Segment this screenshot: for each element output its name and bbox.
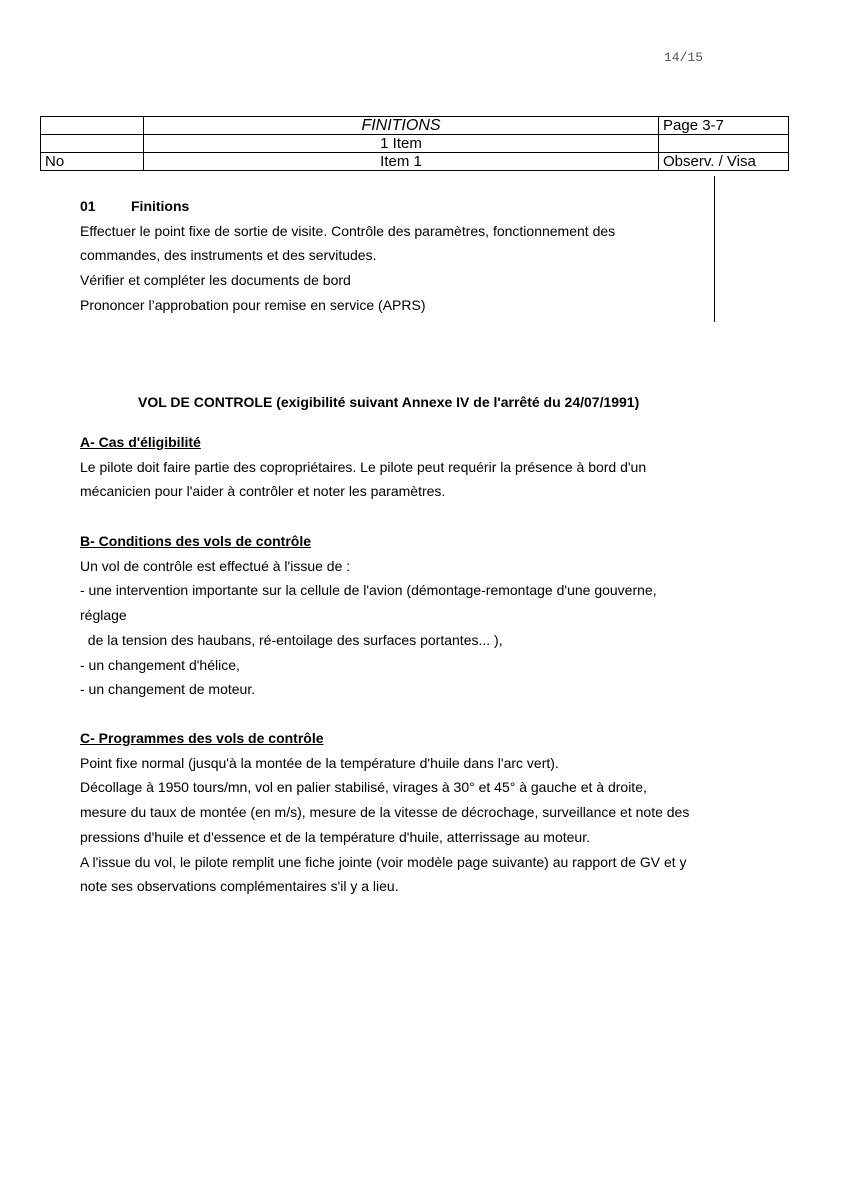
section-b-line: - un changement de moteur.: [80, 681, 256, 698]
section-b-line: Un vol de contrôle est effectué à l'issue de :: [80, 557, 351, 574]
header-col-no: No: [41, 153, 144, 171]
section-01-line: Vérifier et compléter les documents de bord: [80, 272, 351, 289]
section-01-line: commandes, des instruments et des servitudes.: [80, 247, 377, 264]
section-01-title: Finitions: [131, 198, 190, 214]
section-c: [80, 726, 720, 899]
header-item-count: 1 Item: [144, 135, 659, 153]
section-c-line: Décollage à 1950 tours/mn, vol en palier stabilisé, virages à 30° et 45° à gauche et à droite,: [80, 779, 647, 796]
section-c-heading: C- Programmes des vols de contrôle: [80, 730, 324, 746]
section-01-heading: [80, 194, 720, 219]
section-b-line: - une intervention importante sur la cellule de l'avion (démontage-remontage d'une gouverne,: [80, 582, 657, 599]
header-row-item-count: [41, 135, 789, 153]
section-b-heading: B- Conditions des vols de contrôle: [80, 533, 312, 549]
header-col-observ: Observ. / Visa: [659, 153, 789, 171]
section-c-line: A l'issue du vol, le pilote remplit une fiche jointe (voir modèle page suivante) au rapport de GV et y: [80, 853, 687, 870]
section-01-line: Effectuer le point fixe de sortie de visite. Contrôle des paramètres, fonctionnement des: [80, 222, 616, 239]
section-b-line: de la tension des haubans, ré-entoilage des surfaces portantes... ),: [80, 631, 503, 648]
section-c-line: mesure du taux de montée (en m/s), mesure de la vitesse de décrochage, surveillance et note des: [80, 804, 690, 821]
section-b-line: - un changement d'hélice,: [80, 656, 240, 673]
header-col-item: Item 1: [144, 153, 659, 171]
section-b: [80, 529, 720, 702]
vol-de-controle-title: VOL DE CONTROLE (exigibilité suivant Annexe IV de l'arrêté du 24/07/1991): [138, 394, 640, 410]
section-c-line: Point fixe normal (jusqu'à la montée de la température d'huile dans l'arc vert).: [80, 754, 559, 771]
section-01-line: Prononcer l’approbation pour remise en service (APRS): [80, 296, 426, 313]
section-a-line: mécanicien pour l'aider à contrôler et noter les paramètres.: [80, 483, 446, 500]
section-c-line: note ses observations complémentaires s'il y a lieu.: [80, 878, 399, 895]
section-01: [80, 194, 720, 318]
section-a: [80, 430, 720, 504]
header-cell-left: [41, 135, 144, 153]
section-c-line: pressions d'huile et d'essence et de la température d'huile, atterrissage au moteur.: [80, 828, 590, 845]
section-b-line: réglage: [80, 607, 127, 624]
section-a-line: Le pilote doit faire partie des copropriétaires. Le pilote peut requérir la présence à bord d'un: [80, 458, 647, 475]
page-number: 14/15: [664, 50, 704, 65]
header-table: [40, 116, 789, 171]
header-title: FINITIONS: [144, 117, 659, 135]
header-row-title: [41, 117, 789, 135]
section-01-number: 01: [80, 198, 96, 214]
header-cell-left: [41, 117, 144, 135]
section-a-heading: A- Cas d'éligibilité: [80, 434, 201, 450]
header-page-ref: Page 3-7: [659, 117, 789, 135]
header-row-columns: [41, 153, 789, 171]
header-cell-right: [659, 135, 789, 153]
